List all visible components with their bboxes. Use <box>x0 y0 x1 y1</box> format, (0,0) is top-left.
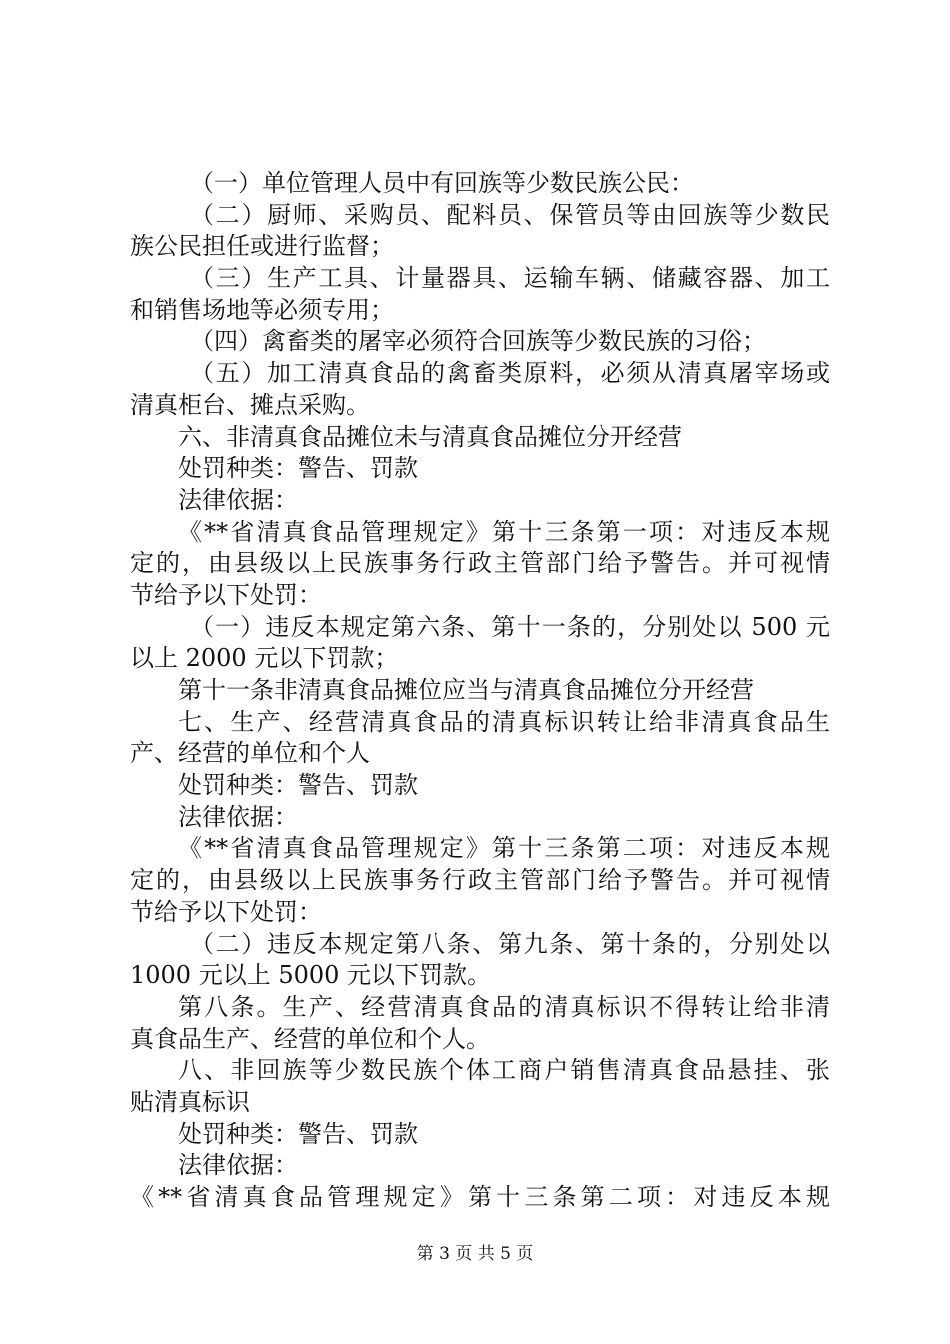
text-line: 法律依据： <box>178 802 298 831</box>
text-line: 节给予以下处罚： <box>130 897 322 926</box>
text-line: 真食品生产、经营的单位和个人。 <box>130 1024 490 1053</box>
text-line: （四）禽畜类的屠宰必须符合回族等少数民族的习俗； <box>190 327 766 356</box>
text-line: 以上 2000 元以下罚款； <box>130 644 399 673</box>
text-line: （一）违反本规定第六条、第十一条的，分别处以 500 元 <box>190 612 830 641</box>
page-footer: 第 3 页 共 5 页 <box>416 1244 534 1264</box>
text-line: 族公民担任或进行监督； <box>130 232 394 261</box>
text-line: （五）加工清真食品的禽畜类原料，必须从清真屠宰场或 <box>190 359 830 388</box>
text-line: 七、生产、经营清真食品的清真标识转让给非清真食品生 <box>178 707 830 736</box>
text-line: 和销售场地等必须专用； <box>130 295 394 324</box>
text-line: 1000 元以上 5000 元以下罚款。 <box>130 961 492 990</box>
text-line: （二）厨师、采购员、配料员、保管员等由回族等少数民 <box>190 200 830 229</box>
text-line: 法律依据： <box>178 485 298 514</box>
text-line: 产、经营的单位和个人 <box>130 739 370 768</box>
text-line: （二）违反本规定第八条、第九条、第十条的，分别处以 <box>190 929 830 958</box>
text-line: 处罚种类：警告、罚款 <box>178 1119 418 1148</box>
text-line: 《**省清真食品管理规定》第十三条第一项：对违反本规 <box>178 517 830 546</box>
text-line: 处罚种类：警告、罚款 <box>178 454 418 483</box>
text-line: 六、非清真食品摊位未与清真食品摊位分开经营 <box>178 422 682 451</box>
text-line: 节给予以下处罚： <box>130 580 322 609</box>
text-line: 八、非回族等少数民族个体工商户销售清真食品悬挂、张 <box>178 1056 830 1085</box>
text-line: 第八条。生产、经营清真食品的清真标识不得转让给非清 <box>178 992 830 1021</box>
text-line: 定的，由县级以上民族事务行政主管部门给予警告。并可视情 <box>130 549 830 578</box>
text-line: （一）单位管理人员中有回族等少数民族公民： <box>190 169 694 197</box>
text-line: 《**省清真食品管理规定》第十三条第二项：对违反本规 <box>130 1183 830 1211</box>
text-line: 贴清真标识 <box>130 1087 250 1116</box>
text-line: 处罚种类：警告、罚款 <box>178 771 418 800</box>
text-line: 定的，由县级以上民族事务行政主管部门给予警告。并可视情 <box>130 866 830 895</box>
text-line: 第十一条非清真食品摊位应当与清真食品摊位分开经营 <box>178 676 754 704</box>
text-line: 清真柜台、摊点采购。 <box>130 390 370 419</box>
text-line: （三）生产工具、计量器具、运输车辆、储藏容器、加工 <box>190 264 830 293</box>
text-line: 法律依据： <box>178 1151 298 1180</box>
text-line: 《**省清真食品管理规定》第十三条第二项：对违反本规 <box>178 834 830 863</box>
document-body <box>130 168 830 1214</box>
